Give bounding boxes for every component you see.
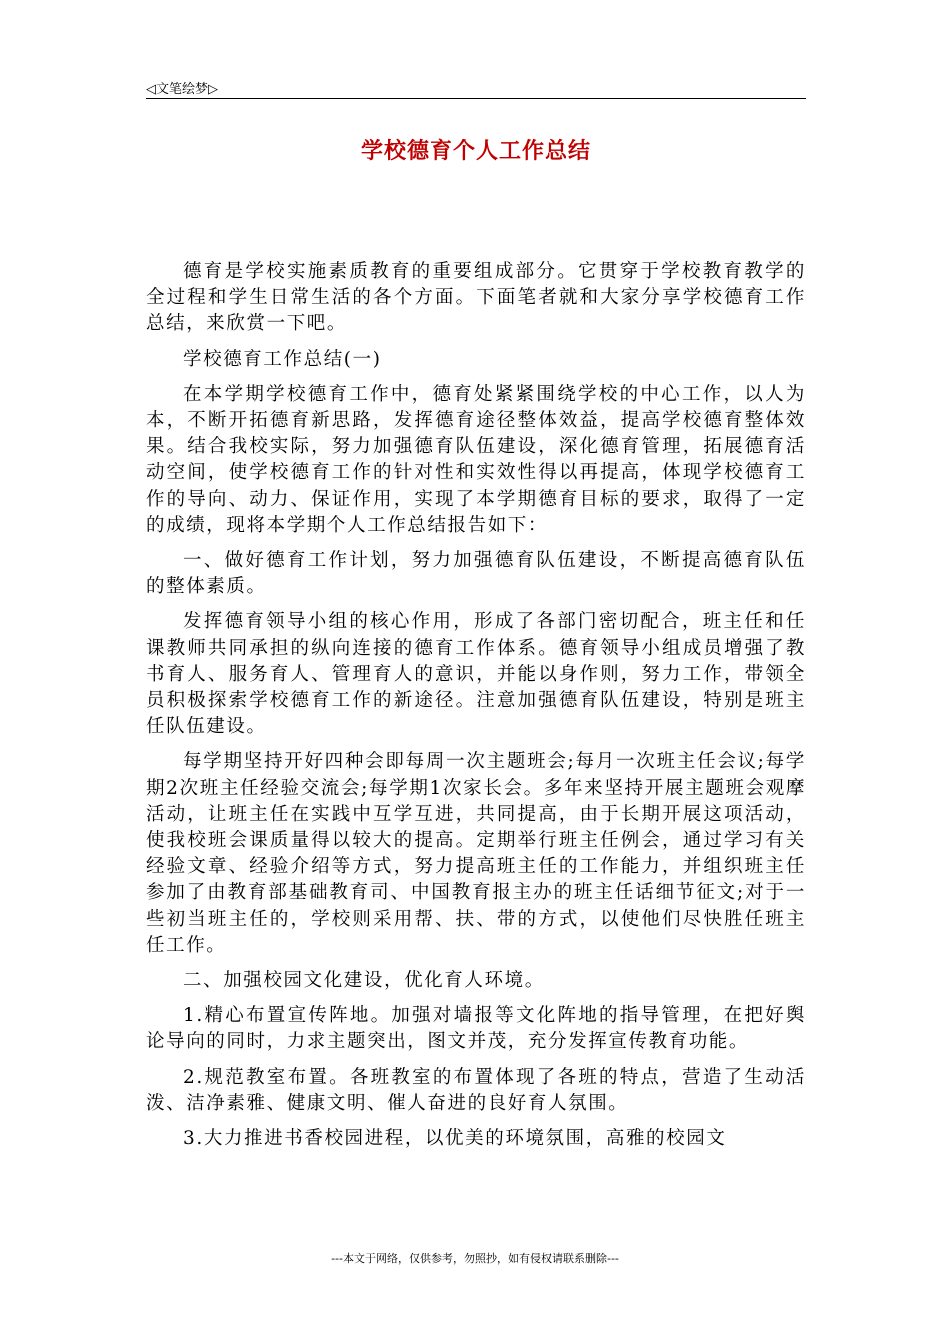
section-heading-summary-1: 学校德育工作总结(一): [183, 348, 382, 370]
paragraph-item-1: 1.精心布置宣传阵地。加强对墙报等文化阵地的指导管理，在把好舆论导向的同时，力求主题突出，图文并茂，充分发挥宣传教育功能。: [146, 1005, 806, 1053]
paragraph-item-3: 3.大力推进书香校园进程，以优美的环境氛围，高雅的校园文: [183, 1128, 727, 1150]
paragraph-item-2: 2.规范教室布置。各班教室的布置体现了各班的特点，营造了生动活泼、洁净素雅、健康文明、催人奋进的良好育人氛围。: [146, 1066, 806, 1114]
document-title: 学校德育个人工作总结: [360, 139, 591, 164]
paragraph-meetings: 每学期坚持开好四种会即每周一次主题班会;每月一次班主任会议;每学期2次班主任经验交流会;每学期1次家长会。多年来坚持开展主题班会观摩活动，让班主任在实践中互学互进，共同提高，由于长期开展这项活动，使我校班会课质量得以较大的提高。定期举行班主任例会，通过学习有关经验文章、经验介绍等方式，努力提高班主任的工作能力，并组织班主任参加了由教育部基础教育司、中国教育报主办的班主任话细节征文;对于一些初当班主任的，学校则采用帮、扶、带的方式，以使他们尽快胜任班主任工作。: [146, 751, 806, 956]
document-body: [146, 259, 806, 1161]
header-text: ◁文笔绘梦▷: [146, 82, 218, 97]
paragraph-intro: 德育是学校实施素质教育的重要组成部分。它贯穿于学校教育教学的全过程和学生日常生活的各个方面。下面笔者就和大家分享学校德育工作总结，来欣赏一下吧。: [146, 261, 806, 335]
paragraph-leadership: 发挥德育领导小组的核心作用，形成了各部门密切配合，班主任和任课教师共同承担的纵向连接的德育工作体系。德育领导小组成员增强了教书育人、服务育人、管理育人的意识，并能以身作则，努力工作，带领全员积极探索学校德育工作的新途径。注意加强德育队伍建设，特别是班主任队伍建设。: [146, 611, 806, 738]
section-heading-1: 一、做好德育工作计划，努力加强德育队伍建设，不断提高德育队伍的整体素质。: [146, 550, 806, 598]
page-header: [146, 76, 806, 99]
section-heading-2: 二、加强校园文化建设，优化育人环境。: [183, 970, 545, 992]
page-footer: ---本文于网络，仅供参考，勿照抄，如有侵权请联系删除---: [331, 1252, 619, 1265]
paragraph-overview: 在本学期学校德育工作中，德育处紧紧围绕学校的中心工作，以人为本，不断开拓德育新思路，发挥德育途径整体效益，提高学校德育整体效果。结合我校实际，努力加强德育队伍建设，深化德育管理，拓展德育活动空间，使学校德育工作的针对性和实效性得以再提高，体现学校德育工作的导向、动力、保证作用，实现了本学期德育目标的要求，取得了一定的成绩，现将本学期个人工作总结报告如下：: [146, 383, 806, 536]
